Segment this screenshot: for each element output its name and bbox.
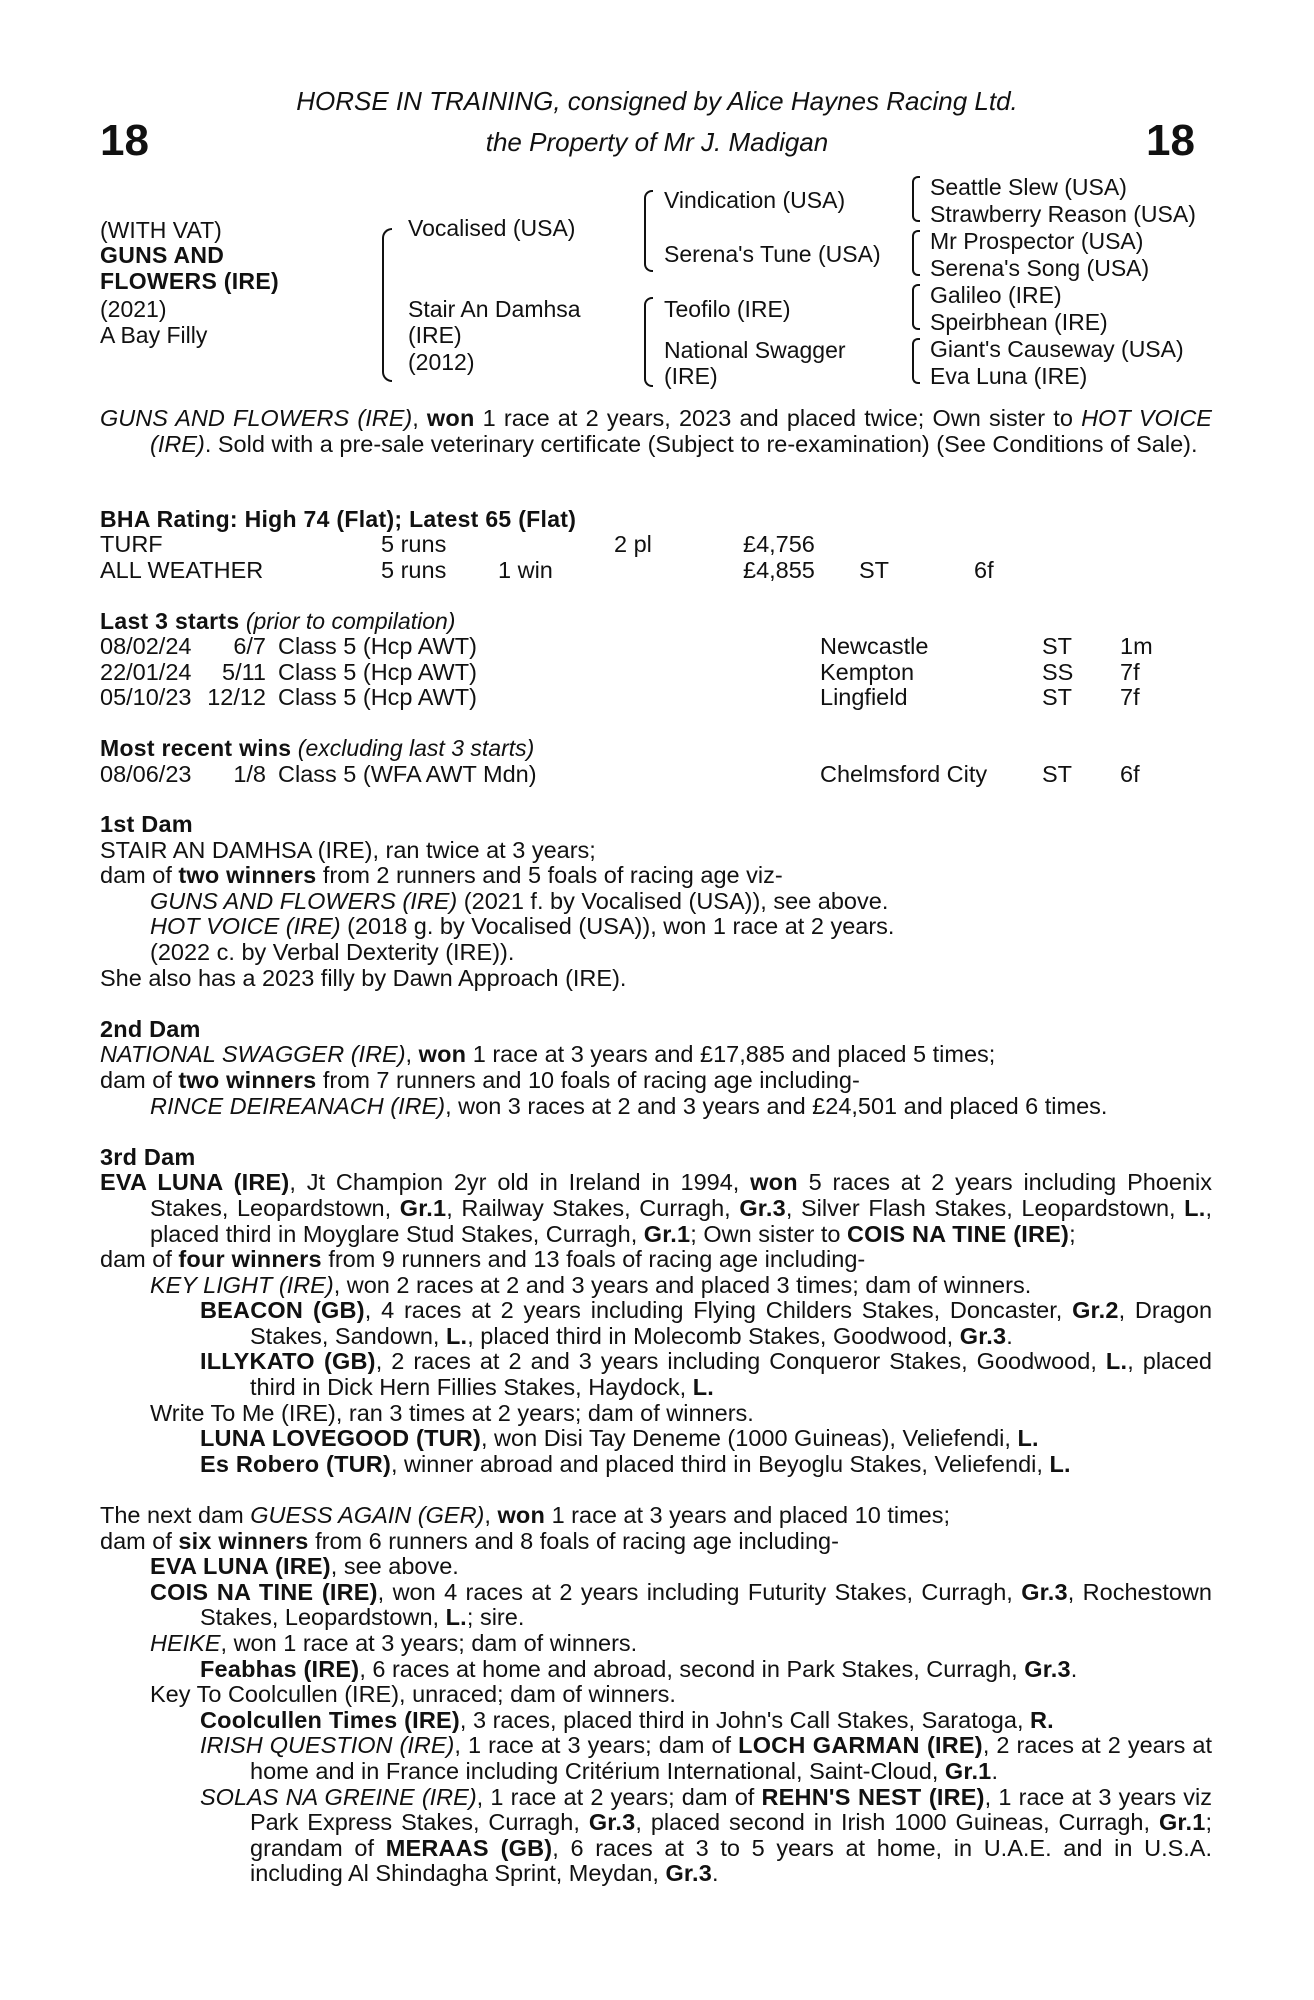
granddam-4: Eva Luna (IRE) [930,363,1088,389]
dam3-heading: 3rd Dam [100,1143,196,1170]
text: ; sire. [466,1604,525,1631]
text: ), see above. [752,887,889,914]
intro-horse-name: GUNS AND FLOWERS (IRE) [100,405,413,431]
record-table [100,532,994,583]
foal-name: HOT VOICE (IRE) [150,913,341,940]
last3-note: (prior to compilation) [245,608,456,634]
text: , [405,1041,419,1068]
spacer [100,1477,1212,1503]
pedigree-brace-g4 [912,338,920,384]
dam1-foal: (2022 c. by Verbal Dexterity (IRE)). [150,938,515,965]
horse-description: A Bay Filly [100,322,208,348]
nextdam-produce-summary [100,1529,1212,1555]
nextdam-name: GUESS AGAIN (GER) [250,1502,485,1529]
start-class: Class 5 (Hcp AWT) [278,658,477,685]
consignor-line: HORSE IN TRAINING, consigned by Alice Haynes Racing Ltd. [296,86,1018,116]
nextdam-foal [100,1580,1212,1631]
pedigree-brace-g2 [912,230,920,276]
text: , won Disi Tay Deneme (1000 Guineas), Veliefendi, [481,1425,1018,1452]
text: ; Own sister to [690,1220,848,1247]
property-line: the Property of Mr J. Madigan [485,127,829,157]
record-surface: TURF [100,531,163,557]
record-wins [498,532,614,558]
text: , see above. [330,1553,459,1580]
won: won [497,1502,546,1529]
sibling-name: COIS NA TINE (IRE) [847,1220,1070,1247]
text: ; grandam of [250,1809,1212,1861]
dam3-grandfoal [100,1349,1212,1400]
foal-name: GUNS AND FLOWERS (IRE) [150,887,458,914]
start-position: 12/12 [207,684,266,711]
grade: R. [1030,1706,1054,1733]
winners-count: six winners [178,1527,309,1554]
granddam-2: Serena's Song (USA) [930,255,1150,281]
horse-name-line2: FLOWERS (IRE) [100,268,279,294]
text: 1 race at 3 years and placed 10 times; [545,1502,950,1529]
pedigree-brace-g3 [912,284,920,330]
text: , Silver Flash Stakes, Leopardstown, [785,1194,1185,1221]
text: (2018 g. by [340,913,472,940]
record-earnings: £4,855 [743,556,815,583]
start-position: 5/11 [222,658,266,685]
winners-count: two winners [178,1066,317,1093]
dam1-note: She also has a 2023 filly by Dawn Approach (IRE). [100,964,627,991]
text: . [991,1757,998,1784]
record-going: ST [859,556,890,583]
dam3-produce-summary [100,1247,1212,1273]
grade: L. [1049,1450,1071,1477]
record-wins: 1 win [498,556,553,583]
start-course: Kempton [820,658,915,685]
grade: Gr.2 [1072,1297,1119,1324]
last3-table [100,634,1153,711]
dam1-heading: 1st Dam [100,811,193,837]
text: ), won 1 race at 2 years. [642,913,895,940]
grade: Gr.1 [1158,1809,1206,1836]
foal-name: Es Robero (TUR) [200,1450,391,1477]
nextdam-grandfoal [100,1785,1212,1887]
text: The next dam [100,1502,251,1529]
text: , placed third in Moyglare Stud Stakes, Curragh, [150,1194,1212,1247]
foal-name: Coolcullen Times (IRE) [200,1706,460,1733]
text: , 6 races at 3 to 5 years at home, in U.A.E. and in U.S.A. including Al Shindagha Sprint, Meydan, [250,1834,1213,1887]
sire-sire: Vindication (USA) [664,187,846,213]
text: , 1 race at 3 years; dam of [454,1732,739,1759]
record-going [859,532,974,558]
start-date: 22/01/24 [100,658,192,685]
intro-section [100,406,1212,457]
start-going: ST [1042,684,1073,711]
start-class: Class 5 (Hcp AWT) [278,633,477,659]
foal-name: ILLYKATO (GB) [200,1348,376,1375]
record-runs: 5 runs [381,531,447,557]
text: , 1 race at 2 years; dam of [476,1783,762,1810]
lot-number-left: 18 [100,116,149,165]
dam3-grandfoal [100,1298,1212,1349]
intro-sister: HOT VOICE (IRE) [150,405,1212,457]
start-row [100,660,1153,686]
dam-dam-line2: (IRE) [664,363,718,389]
text: , placed third in Dick Hern Fillies Stakes, Haydock, [250,1348,1212,1401]
won: won [750,1169,798,1196]
pedigree-brace-main [382,228,392,382]
start-course: Lingfield [820,684,908,711]
recent-heading [100,736,534,762]
intro-text1: 1 race at 2 years, 2023 and placed twice; Own sister to [474,405,1082,431]
dam2-produce-summary [100,1068,1212,1094]
foal-name: RINCE DEIREANACH (IRE) [150,1092,446,1119]
grade: Gr.3 [665,1860,712,1887]
nextdam-grandfoal [100,1657,1212,1683]
record-dist: 6f [974,556,994,583]
foal-name: HEIKE [150,1630,221,1656]
foal-name: MERAAS (GB) [385,1834,553,1861]
text: . [1006,1322,1013,1349]
spacer [100,1119,1212,1145]
grade: Gr.3 [1021,1578,1068,1605]
nextdam-foal: Key To Coolcullen (IRE), unraced; dam of winners. [150,1681,676,1708]
last3-title: Last 3 starts [100,608,240,634]
last3-heading [100,609,455,635]
grade: Gr.1 [399,1194,447,1221]
winners-count: four winners [178,1246,322,1273]
intro-won: won [426,405,475,431]
nextdam-line [100,1503,1212,1529]
dam1-produce-summary [100,863,1212,889]
dam-year: (2012) [408,349,475,375]
text: , 2 races at 2 and 3 years including Conqueror Stakes, Goodwood, [375,1348,1106,1375]
grade: L. [445,1604,467,1631]
recent-note: (excluding last 3 starts) [297,735,535,761]
text: from 6 runners and 8 foals of racing age including- [308,1527,839,1554]
horse-name-line1: GUNS AND [100,242,225,268]
text: , placed second in Irish 1000 Guineas, Curragh, [635,1809,1159,1836]
lot-number-right: 18 [1146,116,1195,165]
text: from 7 runners and 10 foals of racing age including- [316,1066,860,1093]
grandsire-1: Seattle Slew (USA) [930,174,1127,200]
pedigree-brace-sire [644,190,653,272]
recent-title: Most recent wins [100,735,292,761]
win-position: 1/8 [233,761,266,787]
dam1-foal [100,889,1212,915]
sire-name: Vocalised (USA) [581,887,753,914]
pedigree-brace-g1 [912,176,920,222]
foal-name: LUNA LOVEGOOD (TUR) [200,1425,481,1452]
grandsire-3: Galileo (IRE) [930,282,1062,308]
intro-text2: . Sold with a pre-sale veterinary certificate (Subject to re-examination) (See Conditions of Sale). [204,430,1198,457]
text: , 1 race at 3 years viz Park Express Stakes, Curragh, [250,1783,1212,1836]
dam1-foal [100,914,1212,940]
win-class: Class 5 (WFA AWT Mdn) [278,761,537,787]
dam3-foal [100,1273,1212,1299]
start-going: SS [1042,658,1074,685]
grade: Gr.1 [643,1220,691,1247]
recent-table [100,762,1140,788]
text: , [484,1502,498,1529]
nextdam-grandfoal [100,1708,1212,1734]
nextdam-foal [100,1554,1212,1580]
text: . [711,1860,719,1887]
text: , 3 races, placed third in John's Call Stakes, Saratoga, [459,1706,1030,1733]
start-class: Class 5 (Hcp AWT) [278,684,477,711]
text: , placed third in Molecomb Stakes, Goodwood, [467,1322,960,1349]
foal-name: REHN'S NEST (IRE) [761,1783,985,1810]
start-distance: 1m [1120,633,1153,659]
grandsire-2: Mr Prospector (USA) [930,228,1144,254]
dam-name-line2: (IRE) [408,322,462,348]
grade: Gr.1 [944,1757,992,1784]
grade: Gr.3 [588,1809,636,1836]
won: won [418,1041,467,1068]
start-date: 05/10/23 [100,684,192,711]
dam-dam-line1: National Swagger [664,337,846,363]
family-section [100,812,1212,1887]
dam2-foal [100,1094,1212,1120]
dam-name-line1: Stair An Damhsa [408,296,581,322]
text: 5 races at 2 years including Phoenix Stakes, Leopardstown, [150,1169,1212,1221]
win-course: Chelmsford City [820,761,988,787]
granddam-3: Speirbhean (IRE) [930,309,1108,335]
text: , won 4 races at 2 years including Futurity Stakes, Curragh, [377,1578,1022,1605]
start-distance: 7f [1120,684,1140,711]
granddam-1: Strawberry Reason (USA) [930,201,1196,227]
text: from 9 runners and 13 foals of racing age including- [321,1246,866,1273]
text: , 2 races at 2 years at home and in France including Critérium International, Saint-Cloud, [250,1732,1212,1784]
bha-rating: BHA Rating: High 74 (Flat); Latest 65 (Flat) [100,506,577,532]
start-distance: 7f [1120,658,1140,685]
dam3-grandfoal [100,1452,1212,1478]
text: , 6 races at home and abroad, second in Park Stakes, Curragh, [359,1655,1025,1682]
grade: Gr.3 [959,1322,1007,1349]
start-position: 6/7 [233,633,266,659]
dam3-name: EVA LUNA (IRE) [100,1169,290,1196]
grade: Gr.3 [1024,1655,1071,1682]
text: , 4 races at 2 years including Flying Childers Stakes, Doncaster, [364,1297,1073,1324]
record-placed [614,558,743,584]
record-earnings: £4,756 [743,531,815,557]
start-row [100,685,1153,711]
dam2-line [100,1042,1212,1068]
text: 1 race at 3 years and £17,885 and placed 5 times; [466,1041,996,1068]
text: , Railway Stakes, Curragh, [446,1194,740,1221]
text: ; [1069,1220,1076,1247]
grade: L. [1105,1348,1128,1375]
text: , Jt Champion 2yr old in Ireland in 1994, [289,1169,751,1196]
foal-name: EVA LUNA (IRE) [150,1553,331,1580]
foal-name: SOLAS NA GREINE (IRE) [200,1783,477,1810]
text: , Dragon Stakes, Sandown, [250,1297,1213,1349]
sire-name: Vocalised (USA) [408,215,576,241]
text: , Rochestown Stakes, Leopardstown, [200,1578,1212,1631]
sire-dam: Serena's Tune (USA) [664,241,881,267]
record-runs: 5 runs [381,556,447,583]
pedigree-brace-dam [644,297,653,387]
win-distance: 6f [1120,761,1140,787]
text: (2021 f. by [457,887,582,914]
nextdam-grandfoal [100,1733,1212,1784]
text: , won 2 races at 2 and 3 years and placed 3 times; dam of winners. [333,1271,1032,1298]
sire-name: Vocalised (USA) [471,913,643,940]
nextdam-foal [100,1631,1212,1657]
text: , won 3 races at 2 and 3 years and £24,501 and placed 6 times. [445,1092,1108,1119]
grade: L. [1017,1425,1039,1452]
grade: Gr.3 [739,1194,786,1221]
record-row [100,558,994,584]
grandsire-4: Giant's Causeway (USA) [930,336,1184,362]
record-row [100,532,994,558]
foal-name: Feabhas (IRE) [200,1655,360,1682]
dam2-heading: 2nd Dam [100,1015,201,1042]
grade: L. [445,1322,468,1349]
spacer [100,991,1212,1017]
foal-name: KEY LIGHT (IRE) [150,1271,334,1298]
foal-name: BEACON (GB) [200,1297,365,1324]
grade: L. [692,1374,715,1401]
text: dam of [100,1246,179,1273]
record-dist [974,532,994,558]
record-placed: 2 pl [614,531,652,557]
winners-count: two winners [178,862,317,889]
record-surface: ALL WEATHER [100,556,264,583]
dam3-grandfoal [100,1426,1212,1452]
intro-paragraph: GUNS AND FLOWERS (IRE), won 1 race at 2 years, 2023 and placed twice; Own sister to HOT VOICE (IRE). Sold with a pre-sale veterinary certificate (Subject to re-examination) (See Conditions of Sale). [100,405,1212,457]
foal-name: IRISH QUESTION (IRE) [200,1732,455,1759]
text: dam of [100,1527,179,1554]
dam2-name: NATIONAL SWAGGER (IRE) [100,1041,406,1068]
dam1-line: STAIR AN DAMHSA (IRE), ran twice at 3 years; [100,836,596,863]
text: from 2 runners and 5 foals of racing age viz- [316,862,783,889]
text: dam of [100,1066,179,1093]
start-date: 08/02/24 [100,633,192,659]
dam3-paragraph [100,1170,1212,1247]
win-row [100,762,1140,788]
foal-name: COIS NA TINE (IRE) [150,1578,378,1605]
text: dam of [100,862,179,889]
start-row [100,634,1153,660]
win-going: ST [1042,761,1073,787]
text: , won 1 race at 3 years; dam of winners. [220,1630,638,1656]
start-going: ST [1042,633,1073,659]
dam-sire: Teofilo (IRE) [664,296,791,322]
text: , winner abroad and placed third in Beyoglu Stakes, Veliefendi, [391,1450,1050,1477]
start-course: Newcastle [820,633,929,659]
text: . [1070,1655,1078,1682]
grade: L. [1184,1194,1206,1221]
win-date: 08/06/23 [100,761,192,787]
horse-year: (2021) [100,296,167,322]
foal-name: LOCH GARMAN (IRE) [738,1732,983,1759]
dam3-foal: Write To Me (IRE), ran 3 times at 2 years; dam of winners. [150,1399,754,1426]
vat-note: (WITH VAT) [100,217,222,243]
